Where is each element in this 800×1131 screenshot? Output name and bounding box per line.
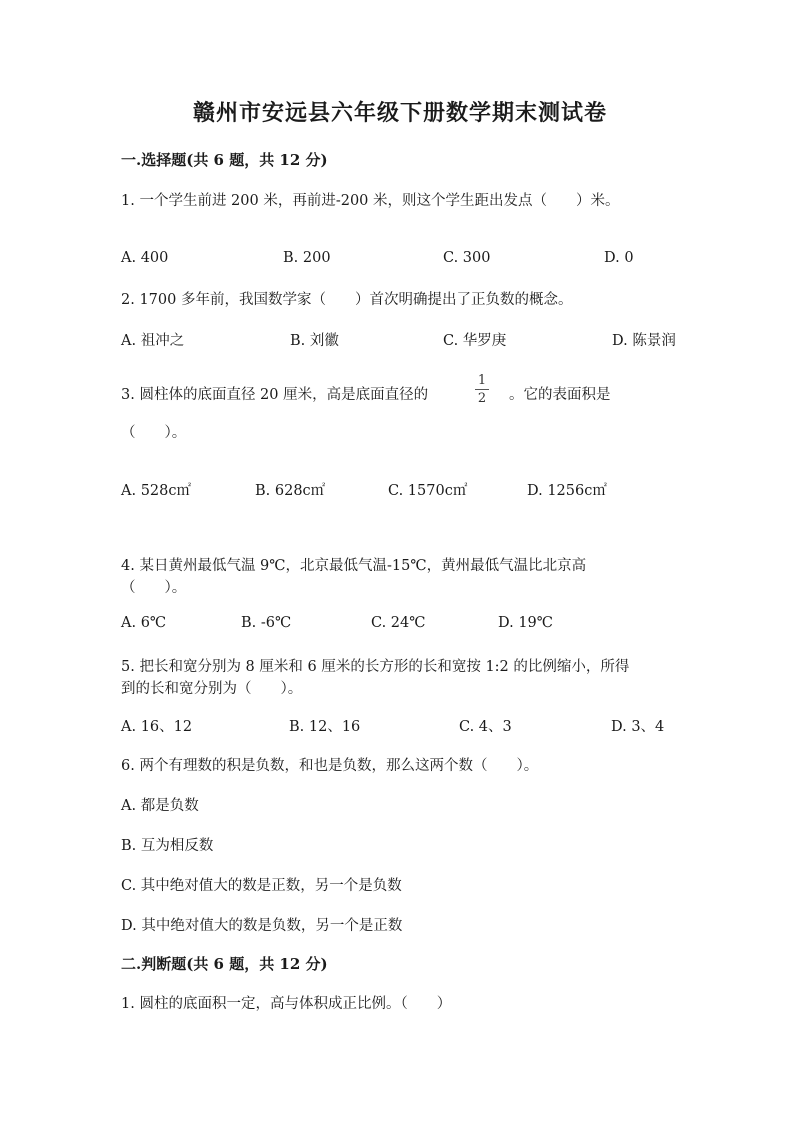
question-6-option-c: C. 其中绝对值大的数是正数，另一个是负数 xyxy=(121,878,402,894)
fraction-denominator: 2 xyxy=(477,391,487,406)
question-3-option-b: B. 628c㎡ xyxy=(255,483,326,499)
question-4-text-part2: （ ）。 xyxy=(121,580,187,596)
question-2-option-b: B. 刘徽 xyxy=(290,333,339,349)
question-1-text: 1. 一个学生前进 200 米，再前进-200 米，则这个学生距出发点（ ）米。 xyxy=(121,193,620,209)
question-1-option-c: C. 300 xyxy=(443,250,491,266)
question-5-text-part2: 到的长和宽分别为（ ）。 xyxy=(121,681,303,697)
question-6-option-b: B. 互为相反数 xyxy=(121,838,214,854)
fraction-numerator: 1 xyxy=(477,373,487,388)
question-6-option-d: D. 其中绝对值大的数是负数，另一个是正数 xyxy=(121,918,403,934)
question-3-option-a: A. 528c㎡ xyxy=(121,483,191,499)
question-5-option-b: B. 12、16 xyxy=(289,719,361,735)
question-2-option-c: C. 华罗庚 xyxy=(443,333,507,349)
question-5-option-d: D. 3、4 xyxy=(611,719,665,735)
question-4-option-d: D. 19℃ xyxy=(498,615,553,631)
question-5-option-c: C. 4、3 xyxy=(459,719,512,735)
question-1-option-b: B. 200 xyxy=(283,250,331,266)
question-3-option-c: C. 1570c㎡ xyxy=(388,483,468,499)
question-1-option-a: A. 400 xyxy=(121,250,169,266)
question-6-option-a: A. 都是负数 xyxy=(121,798,199,814)
question-2-text: 2. 1700 多年前，我国数学家（ ）首次明确提出了正负数的概念。 xyxy=(121,292,573,308)
question-2-option-d: D. 陈景润 xyxy=(612,333,676,349)
question-6-text: 6. 两个有理数的积是负数，和也是负数，那么这两个数（ ）。 xyxy=(121,758,539,774)
question-4-text-part1: 4. 某日黄州最低气温 9℃，北京最低气温-15℃，黄州最低气温比北京高 xyxy=(121,558,587,574)
question-4-option-b: B. -6℃ xyxy=(241,615,292,631)
fraction-bar xyxy=(475,389,489,390)
section-heading-judgement: 二.判断题(共 6 题，共 12 分) xyxy=(121,955,328,973)
judgement-1-text: 1. 圆柱的底面积一定，高与体积成正比例。（ ） xyxy=(121,996,452,1012)
question-5-text-part1: 5. 把长和宽分别为 8 厘米和 6 厘米的长方形的长和宽按 1:2 的比例缩小，所得 xyxy=(121,659,630,675)
exam-title: 赣州市安远县六年级下册数学期末测试卷 xyxy=(192,100,607,126)
question-3-option-d: D. 1256c㎡ xyxy=(527,483,607,499)
question-5-option-a: A. 16、12 xyxy=(121,719,193,735)
section-heading-choice: 一.选择题(共 6 题，共 12 分) xyxy=(121,151,328,169)
question-3-text-part3: （ ）。 xyxy=(121,425,187,441)
question-4-option-c: C. 24℃ xyxy=(371,615,426,631)
question-1-option-d: D. 0 xyxy=(604,250,634,266)
fraction-one-half xyxy=(472,373,492,406)
question-3-text-part1: 3. 圆柱体的底面直径 20 厘米，高是底面直径的 xyxy=(121,387,429,403)
question-3-text-part2: 。它的表面积是 xyxy=(509,387,611,403)
question-4-option-a: A. 6℃ xyxy=(121,615,167,631)
question-2-option-a: A. 祖冲之 xyxy=(121,333,185,349)
